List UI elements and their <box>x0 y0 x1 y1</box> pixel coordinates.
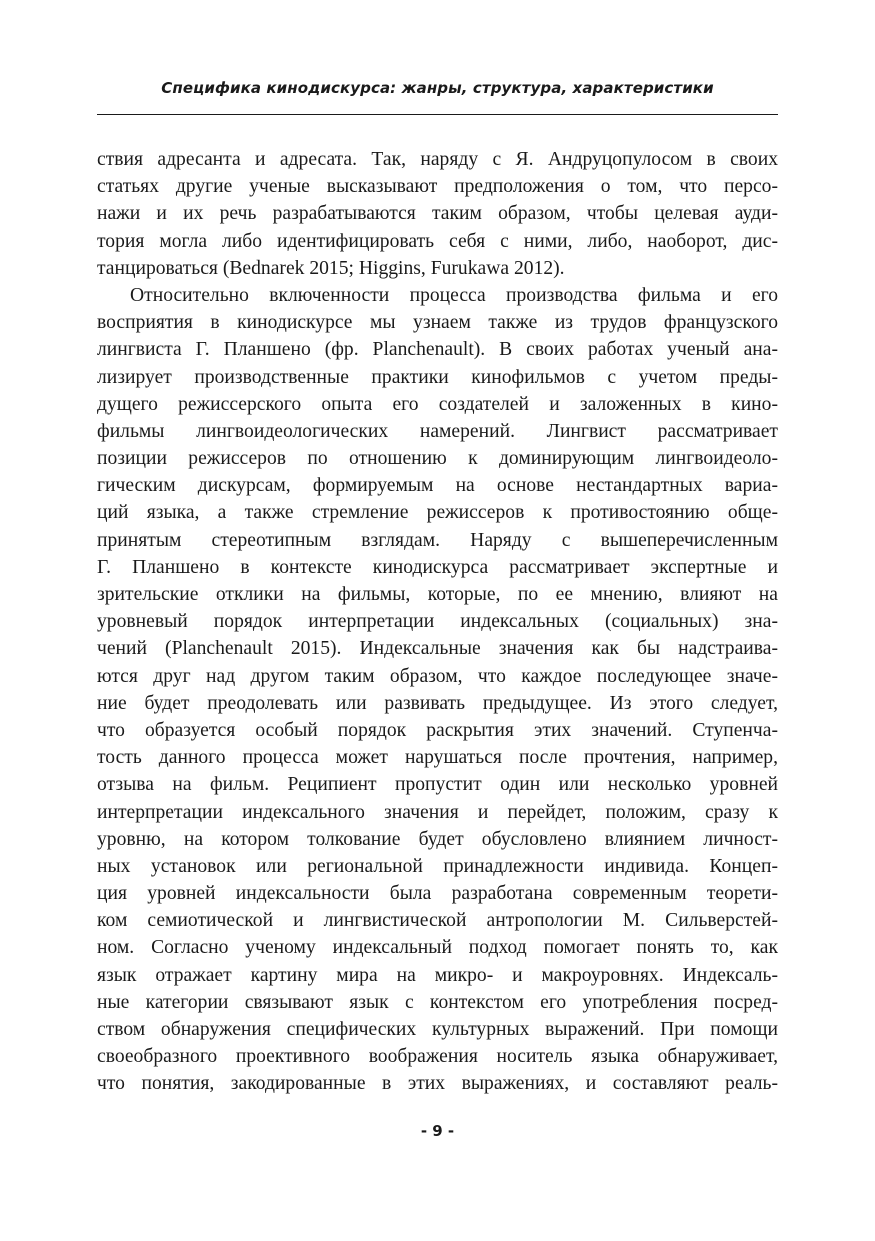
text-line: ствия адресанта и адресата. Так, наряду с Я. Андруцопулосом в своих <box>97 149 778 170</box>
text-line: что понятия, закодированные в этих выражениях, и составляют реаль- <box>97 1073 778 1095</box>
text-line: тория могла либо идентифицировать себя с ними, либо, наоборот, дис- <box>97 230 778 252</box>
text-line: своеобразного проективного воображения носитель языка обнаруживает, <box>97 1046 778 1068</box>
header-rule <box>97 114 778 115</box>
text-line: ные категории связывают язык с контекстом его употребления посред- <box>97 991 778 1013</box>
text-line: ние будет преодолевать или развивать предыдущее. Из этого следует, <box>97 692 778 714</box>
body-text <box>97 146 778 1125</box>
text-line: статьях другие ученые высказывают предположения о том, что персо- <box>97 176 778 198</box>
text-line <box>97 1098 778 1125</box>
text-line: уровневый порядок интерпретации индексальных (социальных) зна- <box>97 611 778 633</box>
text-line: Г. Планшено в контексте кинодискурса рассматривает экспертные и <box>97 556 778 578</box>
text-line: интерпретации индексального значения и перейдет, положим, сразу к <box>97 801 778 823</box>
text-line: ном. Согласно ученому индексальный подход помогает понять то, как <box>97 937 778 959</box>
text-line: нажи и их речь разрабатываются таким образом, чтобы целевая ауди- <box>97 203 778 225</box>
text-line: танцироваться (Bednarek 2015; Higgins, Furukawa 2012). <box>97 257 565 279</box>
text-line: восприятия в кинодискурсе мы узнаем также из трудов французского <box>97 312 778 334</box>
text-line: фильмы лингвоидеологических намерений. Лингвист рассматривает <box>97 420 778 442</box>
page-number: - 9 - <box>420 1122 455 1140</box>
text-line: ция уровней индексальности была разработана современным теорети- <box>97 883 778 905</box>
text-line: уровню, на котором толкование будет обусловлено влиянием личност- <box>97 828 778 850</box>
text-line: гическим дискурсам, формируемым на основе нестандартных вариа- <box>97 475 778 497</box>
text-line: ций языка, а также стремление режиссеров к противостоянию обще- <box>97 502 778 524</box>
text-line: принятым стереотипным взглядам. Наряду с вышеперечисленным <box>97 529 778 551</box>
text-line: лингвиста Г. Планшено (фр. Planchenault). В своих работах ученый ана- <box>97 339 778 361</box>
text-line: что образуется особый порядок раскрытия этих значений. Ступенча- <box>97 719 778 741</box>
text-line: ством обнаружения специфических культурных выражений. При помощи <box>97 1019 778 1040</box>
text-line: ком семиотической и лингвистической антропологии М. Сильверстей- <box>97 910 778 932</box>
text-line: лизирует производственные практики кинофильмов с учетом преды- <box>97 366 778 388</box>
text-line: чений (Planchenault 2015). Индексальные значения как бы надстраива- <box>97 638 778 660</box>
text-line: позиции режиссеров по отношению к доминирующим лингвоидеоло- <box>97 448 778 470</box>
text-line: дущего режиссерского опыта его создателей и заложенных в кино- <box>97 393 778 415</box>
running-header: Специфика кинодискурса: жанры, структура, характеристики <box>161 79 714 97</box>
text-line: Относительно включенности процесса производства фильма и его <box>130 284 778 306</box>
text-line: отзыва на фильм. Реципиент пропустит один или несколько уровней <box>97 774 778 796</box>
text-line: ных установок или региональной принадлежности индивида. Концеп- <box>97 855 778 877</box>
text-line: тость данного процесса может нарушаться после прочтения, например, <box>97 747 778 769</box>
text-line: ются друг над другом таким образом, что каждое последующее значе- <box>97 665 778 687</box>
text-line: зрительские отклики на фильмы, которые, по ее мнению, влияют на <box>97 584 778 605</box>
text-line: язык отражает картину мира на микро- и макроуровнях. Индексаль- <box>97 964 778 986</box>
